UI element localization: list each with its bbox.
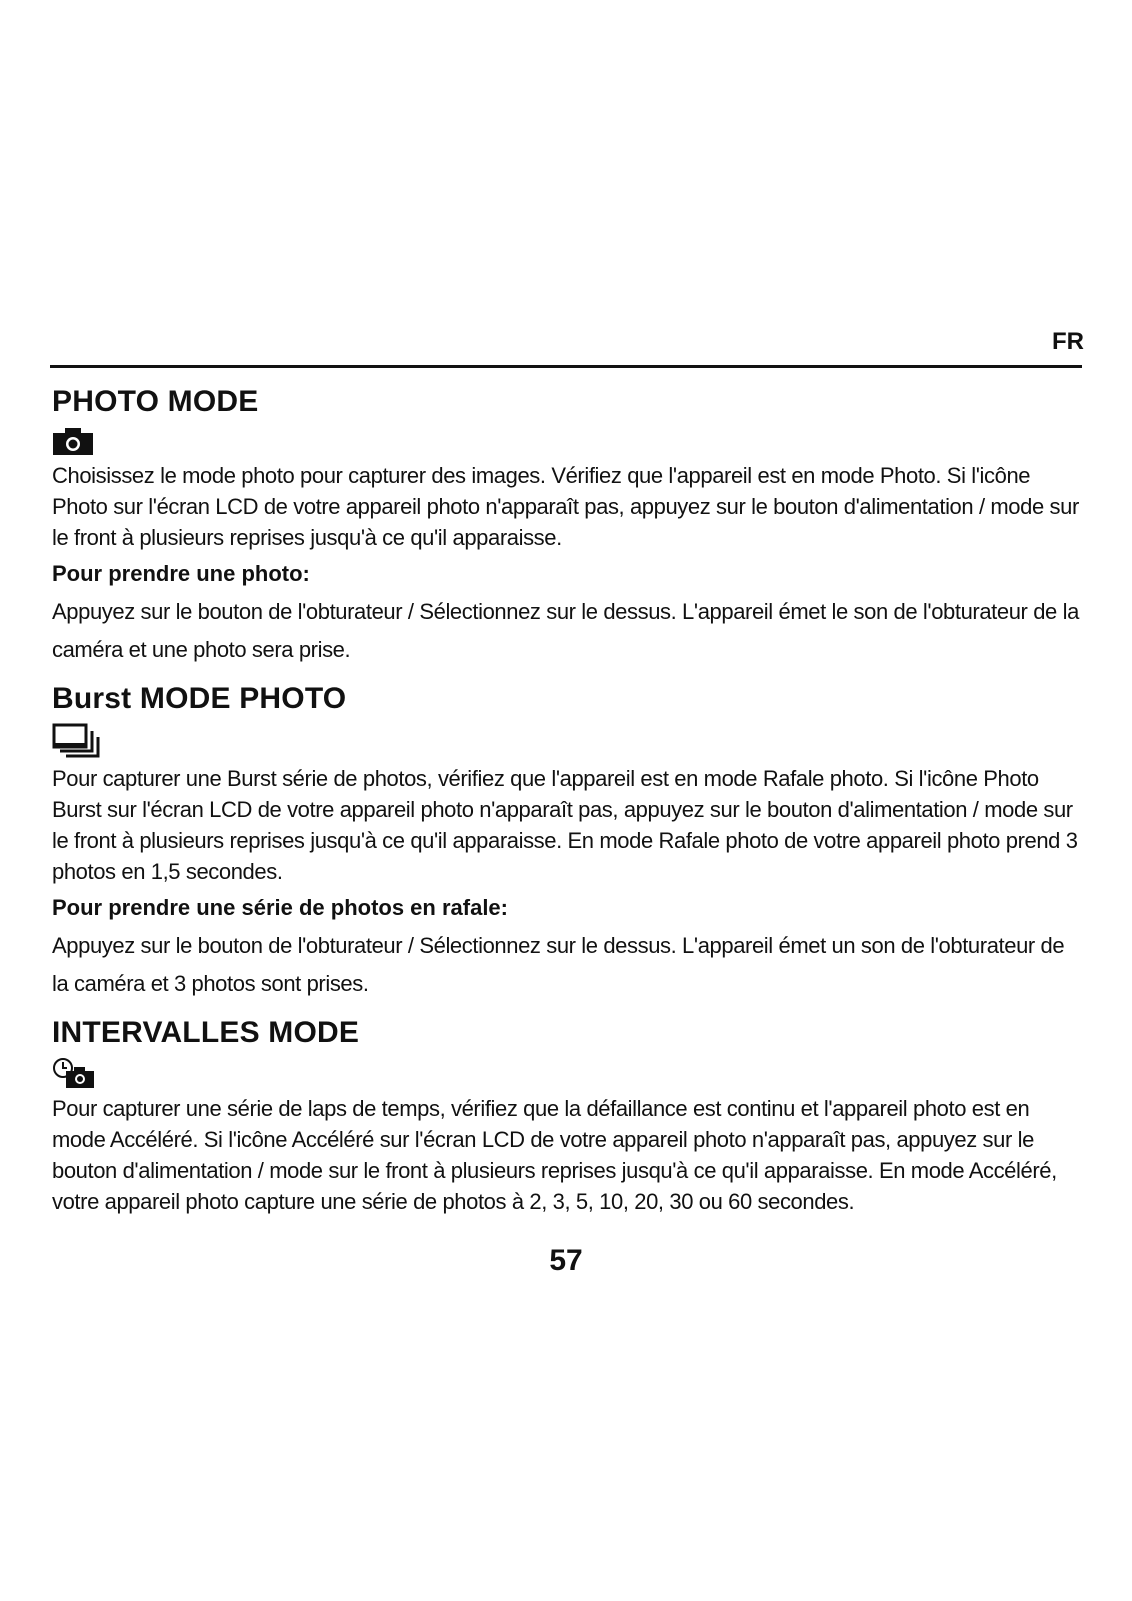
interval-mode-section	[52, 1011, 1082, 1217]
section-instructions: Appuyez sur le bouton de l'obturateur / Sélectionnez sur le dessus. L'appareil émet le son de l'obturateur de la caméra et une photo sera prise.	[52, 599, 1079, 662]
section-subheading: Pour prendre une série de photos en rafale:	[52, 895, 508, 920]
header-rule	[50, 365, 1082, 368]
section-subheading: Pour prendre une photo:	[52, 561, 310, 586]
burst-mode-section	[52, 677, 1082, 1003]
section-title: Burst MODE PHOTO	[52, 682, 347, 715]
section-body: Pour capturer une Burst série de photos, vérifiez que l'appareil est en mode Rafale photo. Si l'icône Photo Burst sur l'écran LCD de votre appareil photo n'apparaît pas, appuyez sur le bouton d'alimentation / mode sur le front à plusieurs reprises jusqu'à ce qu'il apparaisse. En mode Rafale photo de votre appareil photo prend 3 photos en 1,5 secondes.	[52, 766, 1078, 884]
language-label: FR	[1052, 328, 1084, 355]
photo-mode-section	[52, 380, 1082, 669]
camera-icon	[52, 426, 96, 456]
section-body: Choisissez le mode photo pour capturer des images. Vérifiez que l'appareil est en mode Photo. Si l'icône Photo sur l'écran LCD de votre appareil photo n'apparaît pas, appuyez sur le bouton d'alimentation / mode sur le front à plusieurs reprises jusqu'à ce qu'il apparaisse.	[52, 463, 1079, 550]
section-instructions: Appuyez sur le bouton de l'obturateur / Sélectionnez sur le dessus. L'appareil émet un son de l'obturateur de la caméra et 3 photos sont prises.	[52, 933, 1065, 996]
timelapse-camera-icon	[52, 1057, 98, 1089]
section-title: PHOTO MODE	[52, 385, 259, 418]
page-number: 57	[549, 1244, 583, 1277]
burst-stack-icon	[52, 723, 102, 759]
page-content	[52, 380, 1082, 1217]
section-title: INTERVALLES MODE	[52, 1016, 360, 1049]
section-body: Pour capturer une série de laps de temps, vérifiez que la défaillance est continu et l'appareil photo est en mode Accéléré. Si l'icône Accéléré sur l'écran LCD de votre appareil photo n'apparaît pas, appuyez sur le bouton d'alimentation / mode sur le front à plusieurs reprises jusqu'à ce qu'il apparaisse. En mode Accéléré, votre appareil photo capture une série de photos à 2, 3, 5, 10, 20, 30 ou 60 secondes.	[52, 1096, 1057, 1214]
